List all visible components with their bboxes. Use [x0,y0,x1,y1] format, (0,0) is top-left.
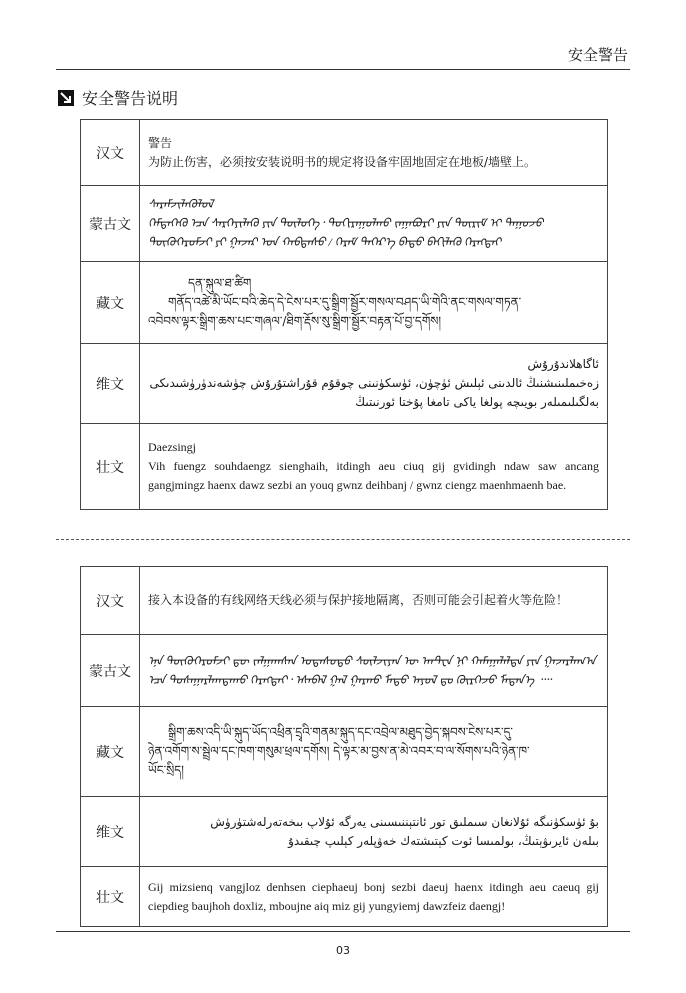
lang-label: 蒙古文 [81,635,140,707]
lang-label: 藏文 [81,707,140,797]
text-line: དན་སྐུལ་ཐ་ཚིག [188,276,252,290]
text-line: ئاگاھلاندۇرۇش [527,357,599,371]
content-cell [140,262,608,344]
lang-label: 蒙古文 [81,186,140,262]
lang-label: 壮文 [81,424,140,510]
table-row [81,567,608,635]
text-line: بۇ ئۈسكۈنىگە ئۇلانغان سىملىق تور ئانتېننىسىنى يەرگە ئۇلاپ بىخەتەرلەشتۈرۈش [210,814,599,829]
table-row [81,867,608,927]
text-line: Vih fuengz souhdaengz sienghaih, itdingh aeu ciuq gij gvidingh ndaw saw ancang gangjmingz haenx dawz sezbi an youq gwnz deihbanj / gwnz ciengz maenhmaenh bae. [148,459,599,492]
header-title: 安全警告 [567,46,628,64]
lang-label: 壮文 [81,867,140,927]
text-line: زەخىملىنىشنىڭ ئالدىنى ئېلىش ئۈچۈن، ئۈسكۈنىنى چوقۇم قۇراشتۇرۇش چۈشەندۈرۈشىدىكى [149,376,599,390]
text-line: 接入本设备的有线网络天线必须与保护接地隔离，否则可能会引起着火等危险！ [148,593,569,607]
lang-label: 藏文 [81,262,140,344]
content-cell [140,867,608,927]
text-line: ᠲᠥᠬᠥᠭᠡᠷᠦᠮᠵᠢ ᠶᠢ ᠭᠠᠵᠠᠷ ᠤᠨ ᠬᠠᠪᠲᠠᠰᠤ / ᠬᠡᠷᠡᠮ ᠳᠡᠭᠡᠷ᠎ᠡ ᠪᠠᠲᠤ ᠪᠡᠬᠢᠯᠡᠬᠦ ᠬᠡᠷᠡᠭᠲᠡᠢ [148,235,501,249]
text-line: འབེབས་ལྟར་སྒྲིག་ཆས་པང་གཞལ་/ཐིག་རྡོས་སུ་སྒྲིག་སྦྱོར་བརྟན་པོ་བྱ་དགོས། [148,314,442,328]
table-row [81,262,608,344]
text-line: 为防止伤害，必须按安装说明书的规定将设备牢固地固定在地板/墙壁上。 [148,154,537,169]
text-line: ᠡᠨᠡ ᠲᠥᠬᠥᠭᠡᠷᠦᠮᠵᠢ ᠳᠦ ᠵᠠᠯᠭᠠᠭᠰᠠᠨ ᠤᠲᠠᠰᠤᠲᠤ ᠰᠦᠯᠵᠢᠶᠡᠨ ᠦ ᠠᠨᠲ᠋ᠧᠨ ᠨᠢ ᠬᠠᠮᠠᠭᠠᠯᠠᠯᠲᠠ ᠶᠢᠨ ᠭᠠᠵᠠᠷᠯᠠᠭ᠎ᠠ [148,653,596,668]
content-cell [140,186,608,262]
header-divider [56,69,630,70]
content-cell [140,424,608,510]
text-line: بىلەن ئايرىۋېتىڭ، بولمىسا ئوت كېتىشتەك خەۋپلەر كېلىپ چىقىدۇ [288,833,599,848]
text-line: ᠰᠡᠷᠡᠮᠵᠢᠯᠡᠭᠦᠯᠦᠯ [148,197,214,211]
content-cell [140,567,608,635]
text-line: Gij mizsienq vangjloz denhsen ciephaeuj bonj sezbi daeuj haenx itdingh aeu caeuq gij ciepdieg baujhoh doxliz, mboujne aiq miz gij yungyiemj dawzfeiz daengj! [148,879,599,913]
text-line: གནོད་འཚེ་མི་ཡོང་བའི་ཆེད་དེ་ངེས་པར་དུ་སྒྲིག་སྦྱོར་གསལ་བཤད་ཡི་གེའི་ནང་གསལ་གཏན་ [168,295,522,309]
text-line: Daezsingj [148,440,196,454]
table-row [81,797,608,867]
content-cell [140,797,608,867]
content-cell [140,344,608,424]
text-line: 警告 [148,135,173,150]
table-row [81,635,608,707]
table-row [81,344,608,424]
footer-divider [56,931,630,932]
dashed-divider [56,539,630,540]
text-line: ཡོང་སྲིད། [148,763,184,777]
lang-label: 汉文 [81,567,140,635]
text-line: ཉེན་འགོག་ས་སྦྲེལ་དང་ཁག་གསུམ་ཕྲལ་དགོས། དེ་ལྟར་མ་བྱས་ན་མེ་འབར་བ་ལ་སོགས་པའི་ཉེན་ཁ་ [148,744,530,758]
section-heading [58,86,178,109]
table-row [81,424,608,510]
warning-table-2 [80,566,608,927]
text-line: ᠡᠴᠡ ᠲᠤᠰᠠᠭᠠᠷᠯᠠᠭᠳᠠᠬᠤ ᠬᠡᠷᠡᠭᠲᠡᠢ᠂ ᠡᠰᠡᠪᠡᠯ ᠭᠠᠯ ᠭᠠᠷᠬᠤ ᠮᠡᠲᠦ ᠠᠶᠤᠯ ᠳᠤ ᠬᠦᠷᠭᠡᠵᠦ ᠮᠡᠳᠡᠨ᠎ᠡ ᠁ [148,672,552,687]
text-line: بەلگىلىمىلەر بويىچە پولغا ياكى تامغا پۇختا ئورنىتىڭ [355,395,599,409]
table-row [81,707,608,797]
section-title: 安全警告说明 [82,89,179,108]
content-cell [140,635,608,707]
lang-label: 维文 [81,344,140,424]
warning-table-1 [80,119,608,510]
text-line: སྒྲིག་ཆས་འདི་ཡི་སྐུད་ཡོད་འཕྲིན་དྲྭའི་གནམ་སྐུད་དང་འབྲེལ་མཐུད་བྱེད་སྐབས་ངེས་པར་དུ་ [168,725,513,739]
content-cell [140,707,608,797]
content-cell [140,120,608,186]
lang-label: 维文 [81,797,140,867]
warning-arrow-icon [58,90,74,106]
text-line: ᠭᠡᠮᠲᠡᠭᠡᠬᠦ ᠡᠴᠡ ᠰᠡᠷᠭᠡᠶᠢᠯᠡᠬᠦ ᠶᠢᠨ ᠲᠥᠯᠥᠭᠡ᠂ ᠲᠤᠬᠢᠷᠠᠭᠤᠯᠬᠤ ᠵᠠᠭᠠᠪᠤᠷᠢ ᠶᠢᠨ ᠳᠦᠷᠢᠮ ᠢ ᠳᠠᠭᠤᠵᠤ [148,216,544,230]
lang-label: 汉文 [81,120,140,186]
table-row [81,186,608,262]
table-row [81,120,608,186]
page-number: 03 [336,944,350,957]
